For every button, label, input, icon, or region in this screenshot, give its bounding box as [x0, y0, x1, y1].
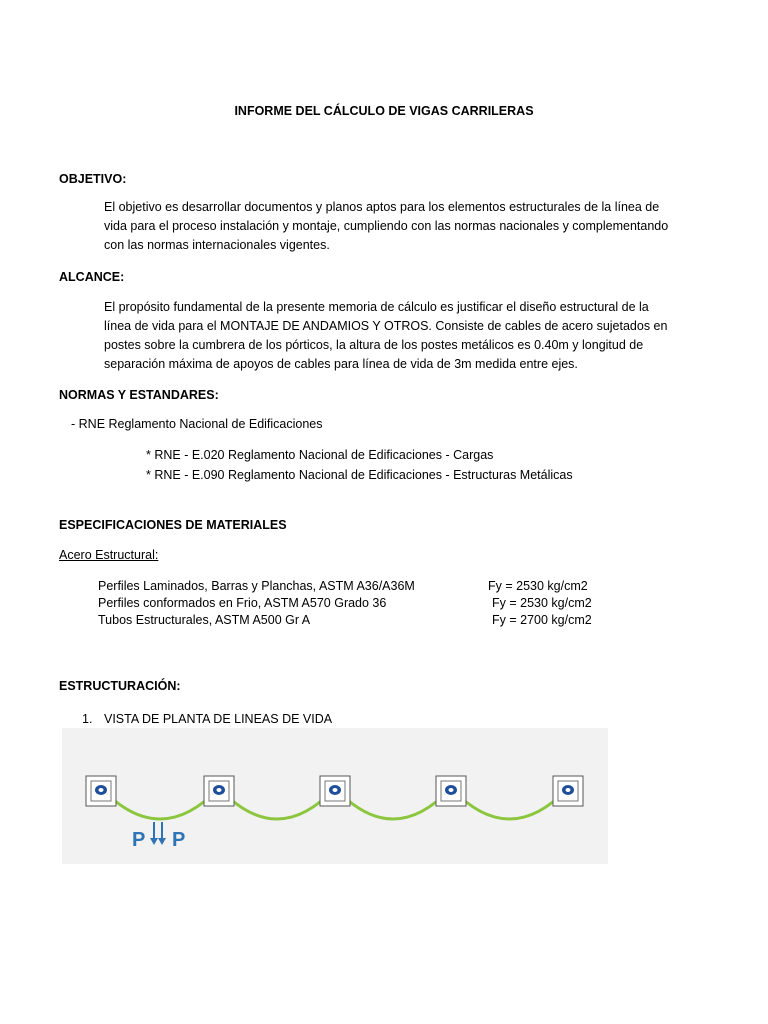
post-icon: [86, 776, 116, 806]
normas-main-item: - RNE Reglamento Nacional de Edificaciones: [71, 417, 323, 431]
alcance-line-1: El propósito fundamental de la presente memoria de cálculo es justificar el diseño estructural de la: [104, 300, 649, 314]
material-name: Perfiles conformados en Frio, ASTM A570 Grado 36: [98, 596, 387, 610]
document-title: INFORME DEL CÁLCULO DE VIGAS CARRILERAS: [234, 104, 534, 118]
normas-sub-item: * RNE - E.090 Reglamento Nacional de Edificaciones - Estructuras Metálicas: [146, 468, 573, 482]
objetivo-line-3: con las normas internacionales vigentes.: [104, 238, 330, 252]
material-fy: Fy = 2530 kg/cm2: [492, 596, 592, 610]
acero-estructural-subheading: Acero Estructural:: [59, 548, 159, 562]
load-label-right: P: [172, 829, 186, 851]
post-icon: [436, 776, 466, 806]
post-icon: [320, 776, 350, 806]
alcance-heading: ALCANCE:: [59, 270, 125, 284]
alcance-line-3: postes sobre la cumbrera de los pórticos, la altura de los postes metálicos es 0.40m y longitud de: [104, 338, 644, 352]
post-icon: [553, 776, 583, 806]
material-fy: Fy = 2700 kg/cm2: [492, 613, 592, 627]
lifeline-plan-diagram: [62, 728, 608, 864]
estructuracion-item-number: 1.: [82, 712, 93, 726]
material-name: Tubos Estructurales, ASTM A500 Gr A: [98, 613, 311, 627]
lifeline-diagram-svg: [62, 728, 608, 864]
material-fy: Fy = 2530 kg/cm2: [488, 579, 588, 593]
objetivo-line-1: El objetivo es desarrollar documentos y planos aptos para los elementos estructurales de la línea de: [104, 200, 660, 214]
load-label-left: P: [132, 829, 146, 851]
especificaciones-heading: ESPECIFICACIONES DE MATERIALES: [59, 518, 287, 532]
material-name: Perfiles Laminados, Barras y Planchas, ASTM A36/A36M: [98, 579, 415, 593]
alcance-line-4: separación máxima de apoyos de cables para línea de vida de 3m medida entre ejes.: [104, 357, 578, 371]
objetivo-heading: OBJETIVO:: [59, 172, 127, 186]
objetivo-line-2: vida para el proceso instalación y montaje, cumpliendo con las normas nacionales y complementando: [104, 219, 669, 233]
normas-heading: NORMAS Y ESTANDARES:: [59, 388, 219, 402]
post-icon: [204, 776, 234, 806]
estructuracion-heading: ESTRUCTURACIÓN:: [59, 679, 181, 693]
estructuracion-item-label: VISTA DE PLANTA DE LINEAS DE VIDA: [104, 712, 333, 726]
alcance-line-2: línea de vida para el MONTAJE DE ANDAMIOS Y OTROS. Consiste de cables de acero sujetados en: [104, 319, 668, 333]
normas-sub-item: * RNE - E.020 Reglamento Nacional de Edificaciones - Cargas: [146, 448, 494, 462]
